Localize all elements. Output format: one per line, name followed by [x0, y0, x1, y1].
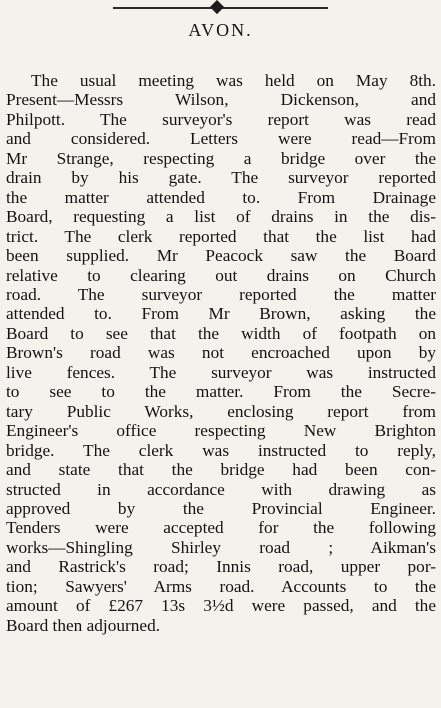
- text-line: to see to the matter. From the Secre-: [6, 382, 436, 402]
- text-line: drain by his gate. The surveyor reported: [6, 168, 436, 188]
- text-line: bridge. The clerk was instructed to reply,: [6, 440, 436, 460]
- text-line: and state that the bridge had been con-: [6, 460, 436, 480]
- text-line: trict. The clerk reported that the list had: [6, 226, 436, 246]
- article-body: [6, 71, 436, 635]
- text-line: tion; Sawyers' Arms road. Accounts to the: [6, 576, 436, 596]
- text-line: Engineer's office respecting New Brighton: [6, 421, 436, 441]
- text-line: Board to see that the width of footpath on: [6, 323, 436, 343]
- text-line: and Rastrick's road; Innis road, upper por-: [6, 557, 436, 577]
- text-line: amount of £267 13s 3½d were passed, and the: [6, 596, 436, 616]
- text-line: live fences. The surveyor was instructed: [6, 362, 436, 382]
- text-line: attended to. From Mr Brown, asking the: [6, 304, 436, 324]
- text-line: road. The surveyor reported the matter: [6, 284, 436, 304]
- text-line: works—Shingling Shirley road ; Aikman's: [6, 537, 436, 557]
- text-line: relative to clearing out drains on Church: [6, 265, 436, 285]
- text-line: the matter attended to. From Drainage: [6, 187, 436, 207]
- text-line: approved by the Provincial Engineer.: [6, 498, 436, 518]
- text-line: Brown's road was not encroached upon by: [6, 343, 436, 363]
- text-line: Board, requesting a list of drains in the dis-: [6, 207, 436, 227]
- text-line: Tenders were accepted for the following: [6, 518, 436, 538]
- text-line: structed in accordance with drawing as: [6, 479, 436, 499]
- text-line: Mr Strange, respecting a bridge over the: [6, 148, 436, 168]
- text-line: Board then adjourned.: [6, 615, 161, 635]
- text-line: The usual meeting was held on May 8th.: [31, 71, 436, 90]
- text-line: and considered. Letters were read—From: [6, 129, 436, 149]
- text-line: Philpott. The surveyor's report was read: [6, 109, 436, 129]
- text-line: tary Public Works, enclosing report from: [6, 401, 436, 421]
- diamond-ornament: [210, 0, 224, 14]
- text-line: been supplied. Mr Peacock saw the Board: [6, 246, 436, 266]
- article-heading: AVON.: [188, 20, 253, 40]
- text-line: Present—Messrs Wilson, Dickenson, and: [6, 90, 436, 110]
